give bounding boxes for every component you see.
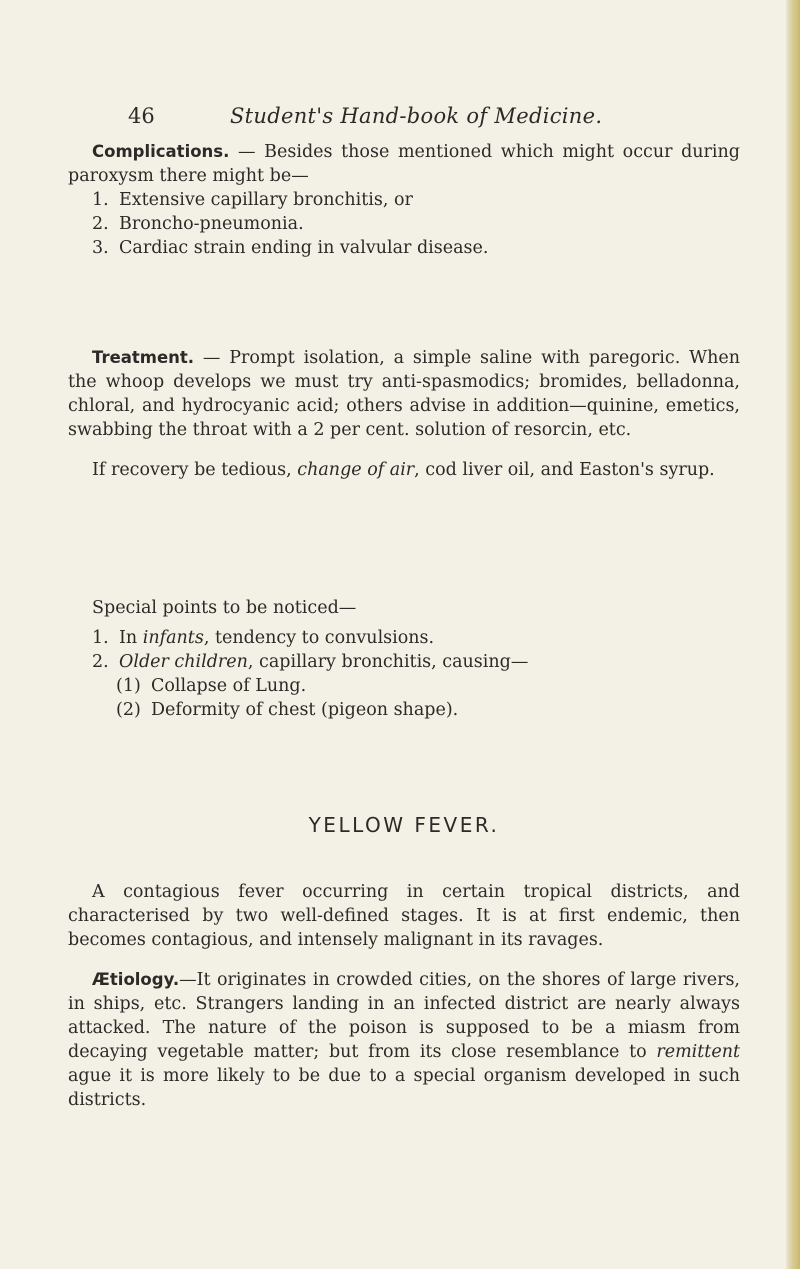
complications-list xyxy=(68,188,740,260)
list-item xyxy=(68,236,740,260)
treatment-paragraph xyxy=(68,346,740,442)
aetiology-heading: Ætiology. xyxy=(92,970,180,989)
treatment-heading: Treatment. xyxy=(92,348,195,367)
item-number: 1. xyxy=(92,190,109,210)
yellow-fever-intro: A contagious fever occurring in certain tropical districts, and characterised by two well-defined stages. It is at first endemic, then becomes contagious, and intensely malignant in its ravages. xyxy=(68,882,740,950)
sub-list-item xyxy=(68,674,740,698)
item-number: 2. xyxy=(92,214,109,234)
item-number: 2. xyxy=(92,652,109,672)
list-item xyxy=(68,188,740,212)
recovery-text: If recovery be tedious, xyxy=(92,460,298,480)
item-text: Cardiac strain ending in valvular disease. xyxy=(119,238,489,258)
recovery-paragraph xyxy=(68,458,740,482)
item-number: (2) xyxy=(116,700,141,720)
aetiology-text: —It originates in crowded cities, on the shores of large rivers, in ships, etc. Strangers landing in an infected district are nearly always attacked. The nature of the poison is supposed to be a miasm from decaying vegetable matter; but from its close resemblance to xyxy=(68,970,740,1062)
item-number: (1) xyxy=(116,676,141,696)
item-number: 3. xyxy=(92,238,109,258)
item-text: Broncho-pneumonia. xyxy=(119,214,304,234)
item-text: Collapse of Lung. xyxy=(151,676,307,696)
complications-section xyxy=(68,140,740,260)
list-item xyxy=(68,212,740,236)
special-points-list xyxy=(68,626,740,722)
special-points-intro: Special points to be noticed— xyxy=(92,598,357,618)
treatment-text: — Prompt isolation, a simple saline with paregoric. When the whoop develops we must try anti-spasmodics; bromides, belladonna, chloral, and hydrocyanic acid; others advise in addition—quinine, emetics, swabbing the throat with a 2 per cent. solution of resorcin, etc. xyxy=(68,348,740,440)
item-text-end: , capillary bronchitis, causing— xyxy=(247,652,529,672)
item-number: 1. xyxy=(92,628,109,648)
treatment-section xyxy=(68,346,740,482)
list-item xyxy=(68,626,740,650)
page-number: 46 xyxy=(128,104,155,128)
aetiology-text-end: ague it is more likely to be due to a special organism developed in such districts. xyxy=(68,1066,740,1110)
item-text: Deformity of chest (pigeon shape). xyxy=(151,700,459,720)
complications-paragraph xyxy=(68,140,740,188)
complications-heading: Complications. xyxy=(92,142,230,161)
sub-list-item xyxy=(68,698,740,722)
special-points-section xyxy=(68,596,740,722)
item-emphasis: infants xyxy=(142,628,204,648)
item-text: In xyxy=(119,628,143,648)
item-text: Extensive capillary bronchitis, or xyxy=(119,190,413,210)
aetiology-emphasis: remittent xyxy=(656,1042,740,1062)
list-item xyxy=(68,650,740,674)
yellow-fever-section xyxy=(68,880,740,1112)
yellow-fever-heading: YELLOW FEVER. xyxy=(308,813,500,837)
page-edge xyxy=(786,0,800,1269)
aetiology-paragraph xyxy=(68,968,740,1112)
running-title: Student's Hand-book of Medicine. xyxy=(230,104,603,128)
item-text-end: , tendency to convulsions. xyxy=(203,628,435,648)
recovery-emphasis: change of air xyxy=(297,460,415,480)
complications-intro: — Besides those mentioned which might occur during paroxysm there might be— xyxy=(68,142,740,186)
item-emphasis: Older children xyxy=(119,652,248,672)
recovery-text-end: , cod liver oil, and Easton's syrup. xyxy=(414,460,715,480)
